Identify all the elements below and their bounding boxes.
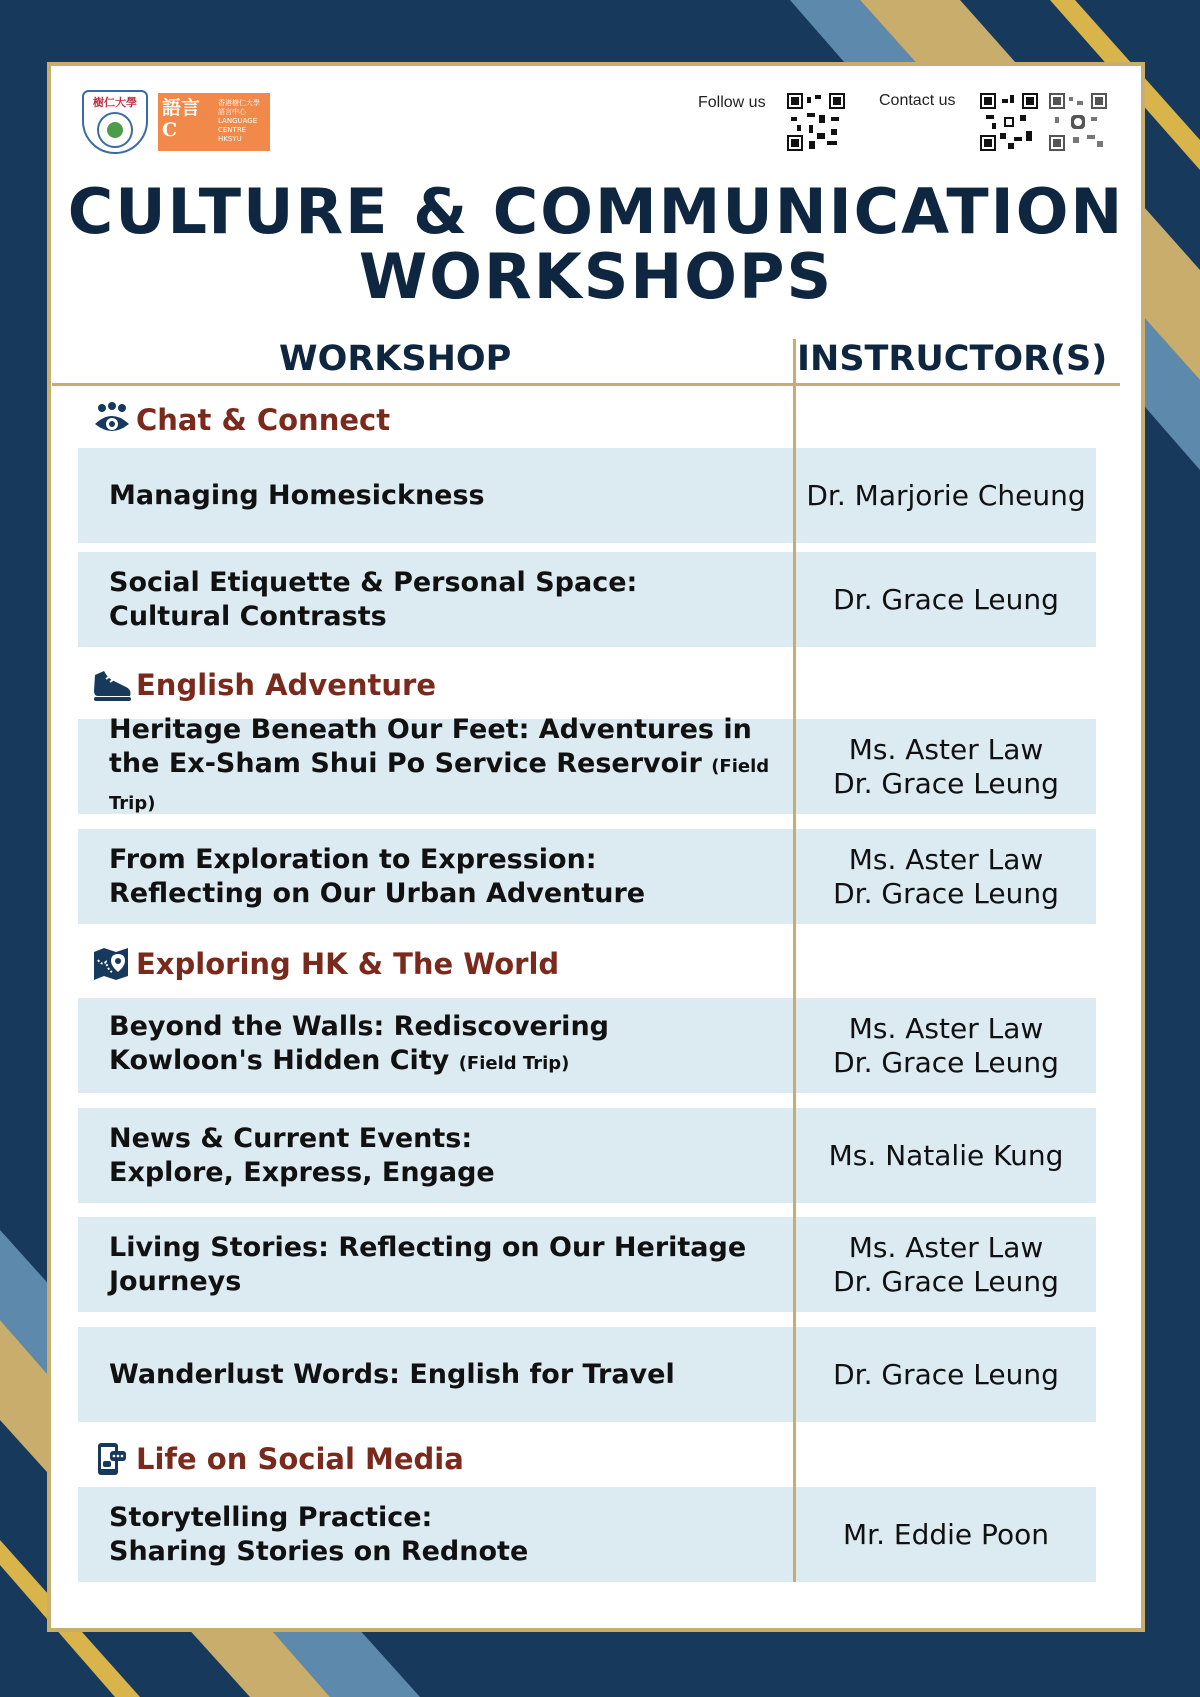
section-title: Chat & Connect xyxy=(136,403,391,437)
follow-qr-code[interactable] xyxy=(787,93,845,151)
instructor-names: Ms. Aster Law Dr. Grace Leung xyxy=(833,1011,1059,1079)
page-title-line-1: CULTURE & COMMUNICATION xyxy=(67,175,1125,248)
table-row xyxy=(78,998,1096,1093)
instructor-names: Dr. Marjorie Cheung xyxy=(806,478,1086,512)
lc-logo-glyph: 語言 C xyxy=(162,97,201,141)
section-chat-connect xyxy=(92,402,390,438)
instructor-names: Ms. Aster Law Dr. Grace Leung xyxy=(833,732,1059,800)
instructor-names: Ms. Natalie Kung xyxy=(828,1138,1064,1172)
contact-qr-code[interactable] xyxy=(980,93,1038,151)
instructor-names: Ms. Aster Law Dr. Grace Leung xyxy=(833,842,1059,910)
instructor-names: Dr. Grace Leung xyxy=(833,582,1059,616)
section-social-media xyxy=(92,1441,464,1477)
phone-chat-icon xyxy=(92,1441,132,1477)
page-title-line-2: WORKSHOPS xyxy=(358,240,834,313)
table-row xyxy=(78,829,1096,924)
header-divider xyxy=(52,383,1120,386)
university-crest-logo xyxy=(82,90,148,154)
logo-group xyxy=(82,90,270,154)
table-row xyxy=(78,1217,1096,1312)
workshop-title: Living Stories: Reflecting on Our Heritage Journeys xyxy=(109,1231,747,1297)
workshop-title: News & Current Events: Explore, Express, Engage xyxy=(109,1122,495,1188)
language-centre-logo xyxy=(158,93,270,151)
workshop-title: Heritage Beneath Our Feet: Adventures in the Ex-Sham Shui Po Service Reservoir (Field Trip) xyxy=(109,713,770,814)
sneaker-icon xyxy=(92,667,132,703)
map-pin-icon xyxy=(92,946,132,982)
section-title: Exploring HK & The World xyxy=(136,947,560,981)
instructor-names: Ms. Aster Law Dr. Grace Leung xyxy=(833,1230,1059,1298)
follow-us-label: Follow us xyxy=(698,94,766,111)
section-title: Life on Social Media xyxy=(136,1442,464,1476)
table-row xyxy=(78,1108,1096,1203)
crest-text: 樹仁大學 xyxy=(93,96,137,109)
table-row xyxy=(78,552,1096,647)
section-title: English Adventure xyxy=(136,668,436,702)
column-header-workshop: WORKSHOP xyxy=(279,339,512,379)
instructor-names: Mr. Eddie Poon xyxy=(843,1517,1049,1551)
group-eye-icon xyxy=(92,402,132,438)
field-trip-note: (Field Trip) xyxy=(458,1053,570,1074)
section-exploring-hk xyxy=(92,946,559,982)
table-row xyxy=(78,1327,1096,1422)
wechat-qr-code[interactable] xyxy=(1049,93,1107,151)
column-divider xyxy=(793,339,796,1582)
field-trip-note: (Field Trip) xyxy=(109,755,770,814)
table-row xyxy=(78,713,1096,814)
workshop-title: Managing Homesickness xyxy=(109,479,485,511)
section-english-adventure xyxy=(92,667,436,703)
table-row xyxy=(78,448,1096,543)
table-row xyxy=(78,1487,1096,1582)
instructor-names: Dr. Grace Leung xyxy=(833,1357,1059,1391)
workshop-title: Social Etiquette & Personal Space: Cultural Contrasts xyxy=(109,566,638,632)
column-header-instructors: INSTRUCTOR(S) xyxy=(797,339,1108,379)
workshop-title: Wanderlust Words: English for Travel xyxy=(109,1358,675,1390)
contact-us-label: Contact us xyxy=(879,92,956,109)
lc-logo-text: 香港樹仁大學 語言中心 LANGUAGE CENTRE HKSYU xyxy=(218,99,260,143)
workshop-title: Storytelling Practice: Sharing Stories on Rednote xyxy=(109,1501,529,1567)
workshop-title: From Exploration to Expression: Reflecting on Our Urban Adventure xyxy=(109,843,646,909)
workshop-title: Beyond the Walls: Rediscovering Kowloon's Hidden City (Field Trip) xyxy=(109,1011,609,1076)
